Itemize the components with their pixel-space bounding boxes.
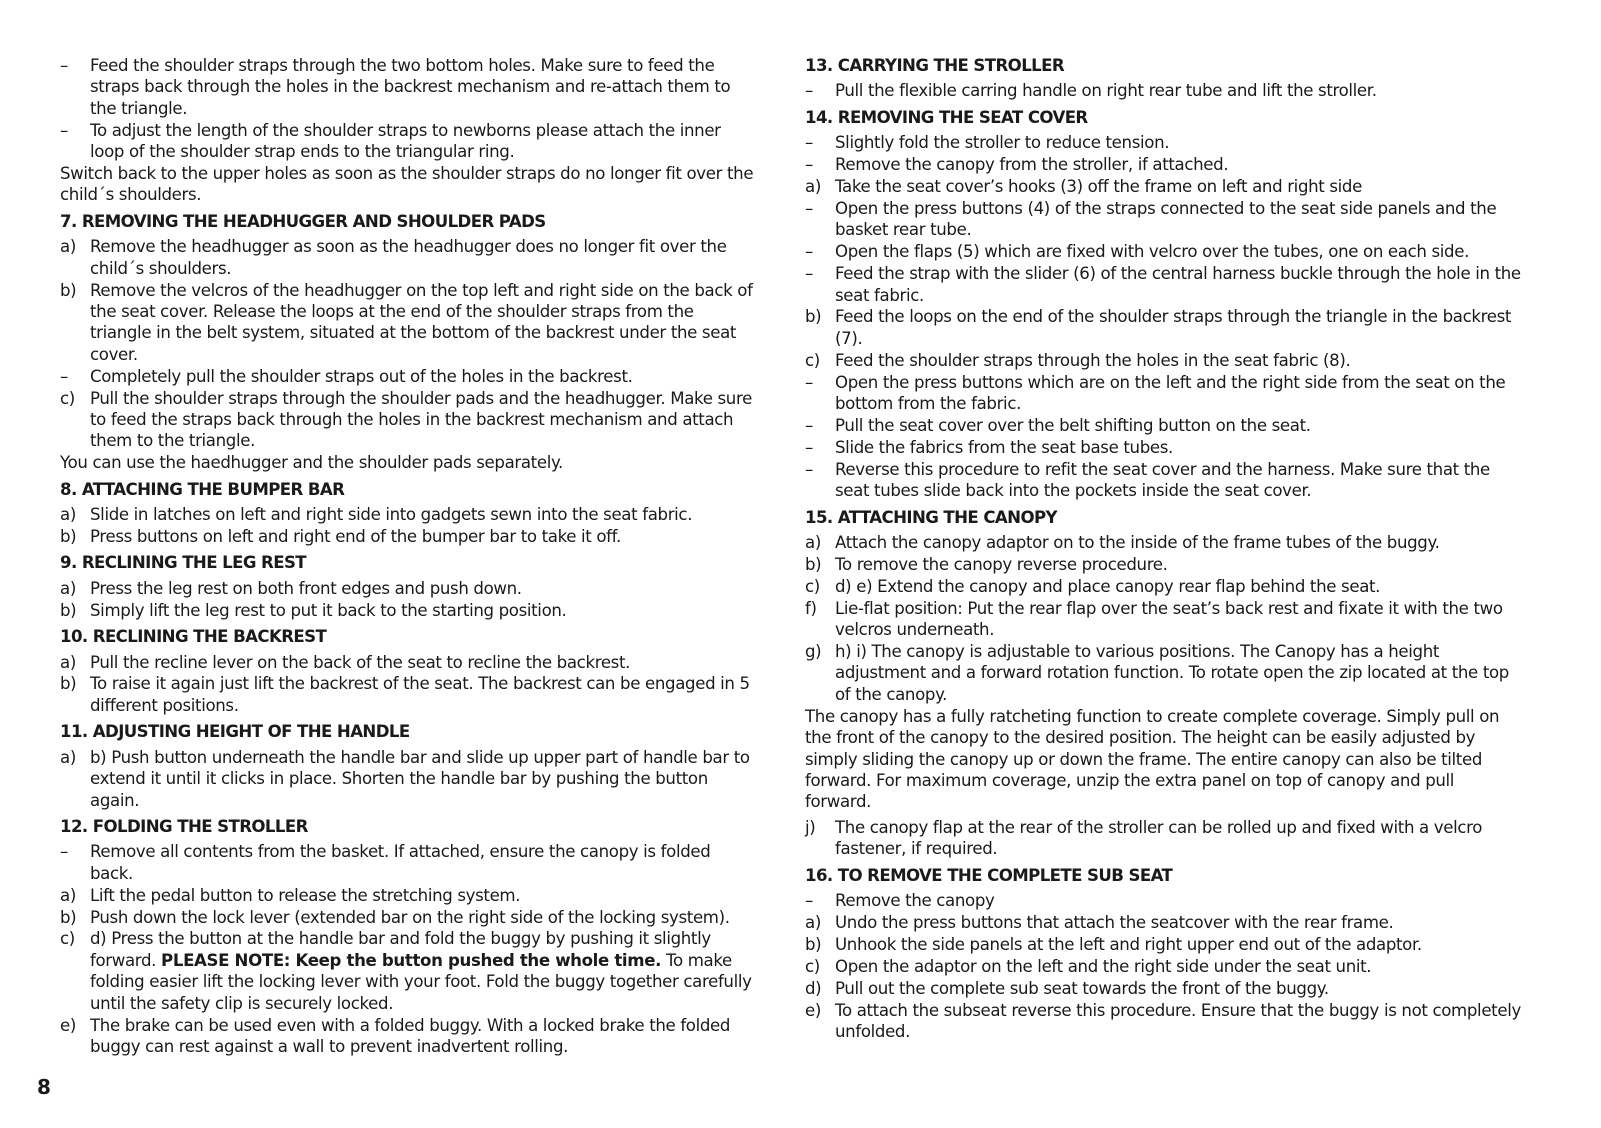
list-item [805,263,1525,306]
list-marker: – [805,437,813,457]
list-marker: – [805,264,813,284]
list-item-text: Feed the strap with the slider (6) of the central harness buckle through the hole in the seat fabric. [835,264,1521,305]
list-item-text: Feed the loops on the end of the shoulder straps through the triangle in the backrest (7). [835,307,1512,348]
list-item-text: Open the adaptor on the left and the right side under the seat unit. [835,956,1372,976]
list-marker: a) [60,237,76,257]
list-item-text: Open the flaps (5) which are fixed with velcro over the tubes, one on each side. [835,242,1469,262]
list-item-text: The brake can be used even with a folded buggy. With a locked brake the folded buggy can rest against a wall to prevent inadvertent rolling. [90,1015,731,1056]
list-item [805,912,1525,933]
list-item-text: To adjust the length of the shoulder straps to newborns please attach the inner loop of the shoulder strap ends to the triangular ring. [90,120,721,162]
list-item [805,1000,1525,1043]
section-heading: 10. RECLINING THE BACKREST [60,627,327,647]
list-marker: a) [805,912,821,932]
list-marker: b) [60,674,77,694]
list-item-text: Remove the headhugger as soon as the headhugger does no longer fit over the child´s shoulders. [90,237,727,278]
section-heading: 7. REMOVING THE HEADHUGGER AND SHOULDER PADS [60,211,546,231]
list-item-text: Pull the seat cover over the belt shifting button on the seat. [835,416,1311,435]
list-item-text: Remove the canopy [835,891,995,911]
list-item [805,554,1525,575]
list-item [805,372,1525,415]
list-marker: a) [60,652,76,672]
section-heading: 14. REMOVING THE SEAT COVER [805,107,1088,127]
list-marker: b) [60,527,77,547]
list-item-text: Slightly fold the stroller to reduce tension. [835,133,1170,153]
list-item-text: Simply lift the leg rest to put it back to the starting position. [90,600,567,620]
list-marker: – [805,133,813,153]
list-item-text: Open the press buttons which are on the left and the right side from the seat on the bottom from the fabric. [835,372,1506,414]
list-marker: b) [60,280,77,300]
list-item [60,55,756,119]
list-item [60,366,756,387]
list-item-text: Pull the recline lever on the back of the seat to recline the backrest. [90,652,631,672]
list-item [805,956,1525,977]
list-item-text: d) Press the button at the handle bar and fold the buggy by pushing it slightly forward. [90,929,711,970]
list-item-text: Remove all contents from the basket. If attached, ensure the canopy is folded back. [90,842,711,883]
list-item [805,890,1525,911]
left-column [60,55,756,1058]
list-item [805,306,1525,349]
section-heading: 16. TO REMOVE THE COMPLETE SUB SEAT [805,865,1173,885]
page-number: 8 [37,1075,51,1099]
list-item-text: Unhook the side panels at the left and right upper end out of the adaptor. [835,934,1422,954]
section-heading: 13. CARRYING THE STROLLER [805,56,1065,75]
list-item-text-continued: To make folding easier lift the locking lever with your foot. Fold the buggy together carefully until the safety clip is securely locked. [90,950,752,1013]
list-item [60,885,756,906]
list-item-text: Lift the pedal button to release the stretching system. [90,885,521,905]
section-heading: 12. FOLDING THE STROLLER [60,816,308,836]
list-marker: – [60,366,68,386]
list-item [60,120,756,163]
list-item [60,600,756,621]
list-marker: j) [805,817,816,837]
list-item [60,280,756,366]
list-marker: a) [60,578,76,598]
list-item [805,817,1525,860]
list-marker: – [805,891,813,911]
list-item [805,176,1525,197]
list-item-text: b) Push button underneath the handle bar and slide up upper part of handle bar to extend it until it clicks in place. Shorten the handle bar by pushing the button again. [90,747,750,810]
list-item-text: Undo the press buttons that attach the seatcover with the rear frame. [835,912,1394,932]
list-item-text: Slide the fabrics from the seat base tubes. [835,437,1173,457]
emphasis-note: PLEASE NOTE: Keep the button pushed the whole time. [161,950,662,970]
list-item [805,415,1525,436]
list-marker: – [60,56,68,75]
list-marker: c) [805,576,820,596]
list-item [805,978,1525,999]
list-marker: – [805,242,813,262]
list-item-text: Remove the canopy from the stroller, if attached. [835,155,1229,175]
list-marker: – [805,459,813,479]
list-item [805,598,1525,641]
list-item [805,532,1525,553]
list-marker: a) [805,533,821,553]
list-item [60,652,756,673]
section-heading: 8. ATTACHING THE BUMPER BAR [60,479,345,499]
list-item-text: d) e) Extend the canopy and place canopy rear flap behind the seat. [835,576,1381,596]
list-marker: – [60,120,68,140]
right-column [805,55,1525,1043]
list-item [805,350,1525,371]
list-marker: a) [60,505,76,525]
list-item [805,154,1525,175]
list-item [60,1015,756,1058]
list-item [805,437,1525,458]
list-item [805,132,1525,153]
list-item [805,80,1525,101]
list-item-text: The canopy flap at the rear of the stroller can be rolled up and fixed with a velcro fastener, if required. [835,817,1483,859]
list-marker: – [805,198,813,218]
list-item-text: To remove the canopy reverse procedure. [835,554,1168,574]
list-item [60,236,756,279]
list-item [60,747,756,811]
list-marker: g) [805,642,822,662]
list-item-text: Press buttons on left and right end of the bumper bar to take it off. [90,527,621,547]
list-item [805,241,1525,262]
list-item [60,673,756,716]
list-item [60,388,756,452]
list-item [805,198,1525,241]
section-heading: 9. RECLINING THE LEG REST [60,553,307,573]
paragraph: You can use the haedhugger and the shoulder pads separately. [60,453,563,473]
list-item-text: Slide in latches on left and right side into gadgets sewn into the seat fabric. [90,505,693,525]
list-marker: – [805,81,813,101]
list-item-text: Push down the lock lever (extended bar on the right side of the locking system). [90,907,730,927]
paragraph: Switch back to the upper holes as soon as the shoulder straps do no longer fit over the child´s shoulders. [60,164,754,205]
list-item-text: Pull the flexible carring handle on right rear tube and lift the stroller. [835,81,1377,101]
list-item [60,504,756,525]
list-item-text: Pull out the complete sub seat towards the front of the buggy. [835,978,1329,998]
list-item [805,934,1525,955]
list-item [805,641,1525,705]
list-marker: a) [60,747,76,767]
list-marker: e) [805,1000,821,1020]
list-item-text: Feed the shoulder straps through the holes in the seat fabric (8). [835,350,1351,370]
list-item [60,841,756,884]
list-marker: a) [60,885,76,905]
list-item-text: Remove the velcros of the headhugger on the top left and right side on the back of the seat cover. Release the loops at the end of the shoulder straps from the triangle in the belt system, situated at the bottom of the backrest under the seat cover. [90,280,753,364]
list-marker: c) [805,350,820,370]
list-item-text: Lie-flat position: Put the rear flap over the seat’s back rest and fixate it with the two velcros underneath. [835,598,1503,640]
list-marker: c) [60,929,75,949]
list-item-text: Feed the shoulder straps through the two bottom holes. Make sure to feed the straps back through the holes in the backrest mechanism and re-attach them to the triangle. [90,56,731,118]
list-item [60,928,756,1014]
list-item [60,907,756,928]
list-marker: b) [805,934,822,954]
list-item-text: Attach the canopy adaptor on to the inside of the frame tubes of the buggy. [835,533,1440,553]
list-marker: – [60,842,68,862]
list-item-text: h) i) The canopy is adjustable to various positions. The Canopy has a height adjustment and a forward rotation function. To rotate open the zip located at the top of the canopy. [835,642,1509,704]
list-item-text: Take the seat cover’s hooks (3) off the frame on left and right side [835,177,1362,197]
list-item [805,576,1525,597]
list-marker: – [805,416,813,435]
list-item-text: Completely pull the shoulder straps out of the holes in the backrest. [90,366,633,386]
list-marker: b) [60,600,77,620]
list-marker: a) [805,177,821,197]
list-marker: – [805,372,813,392]
list-marker: c) [805,956,820,976]
list-item-text: Reverse this procedure to refit the seat cover and the harness. Make sure that the seat tubes slide back into the pockets inside the seat cover. [835,459,1490,501]
list-item-text: Pull the shoulder straps through the shoulder pads and the headhugger. Make sure to feed the straps back through the holes in the backrest mechanism and attach them to the triangle. [90,388,752,451]
list-marker: d) [805,978,822,998]
list-item-text: Open the press buttons (4) of the straps connected to the seat side panels and the basket rear tube. [835,198,1497,240]
list-marker: c) [60,388,75,408]
list-item-text: To attach the subseat reverse this procedure. Ensure that the buggy is not completely unfolded. [835,1000,1521,1041]
list-item-text: Press the leg rest on both front edges and push down. [90,578,522,598]
paragraph: The canopy has a fully ratcheting function to create complete coverage. Simply pull on the front of the canopy to the desired position. The height can be easily adjusted by simply sliding the canopy up or down the frame. The entire canopy can also be tilted forward. For maximum coverage, unzip the extra panel on top of canopy and pull forward. [805,706,1500,812]
list-marker: b) [60,907,77,927]
section-heading: 11. ADJUSTING HEIGHT OF THE HANDLE [60,722,410,742]
list-marker: b) [805,307,822,327]
list-marker: e) [60,1015,76,1035]
list-marker: f) [805,598,817,618]
list-item [805,459,1525,502]
list-item [60,526,756,547]
list-item [60,578,756,599]
list-marker: b) [805,554,822,574]
list-item-text: To raise it again just lift the backrest of the seat. The backrest can be engaged in 5 different positions. [90,674,750,715]
list-marker: – [805,155,813,175]
section-heading: 15. ATTACHING THE CANOPY [805,507,1057,527]
